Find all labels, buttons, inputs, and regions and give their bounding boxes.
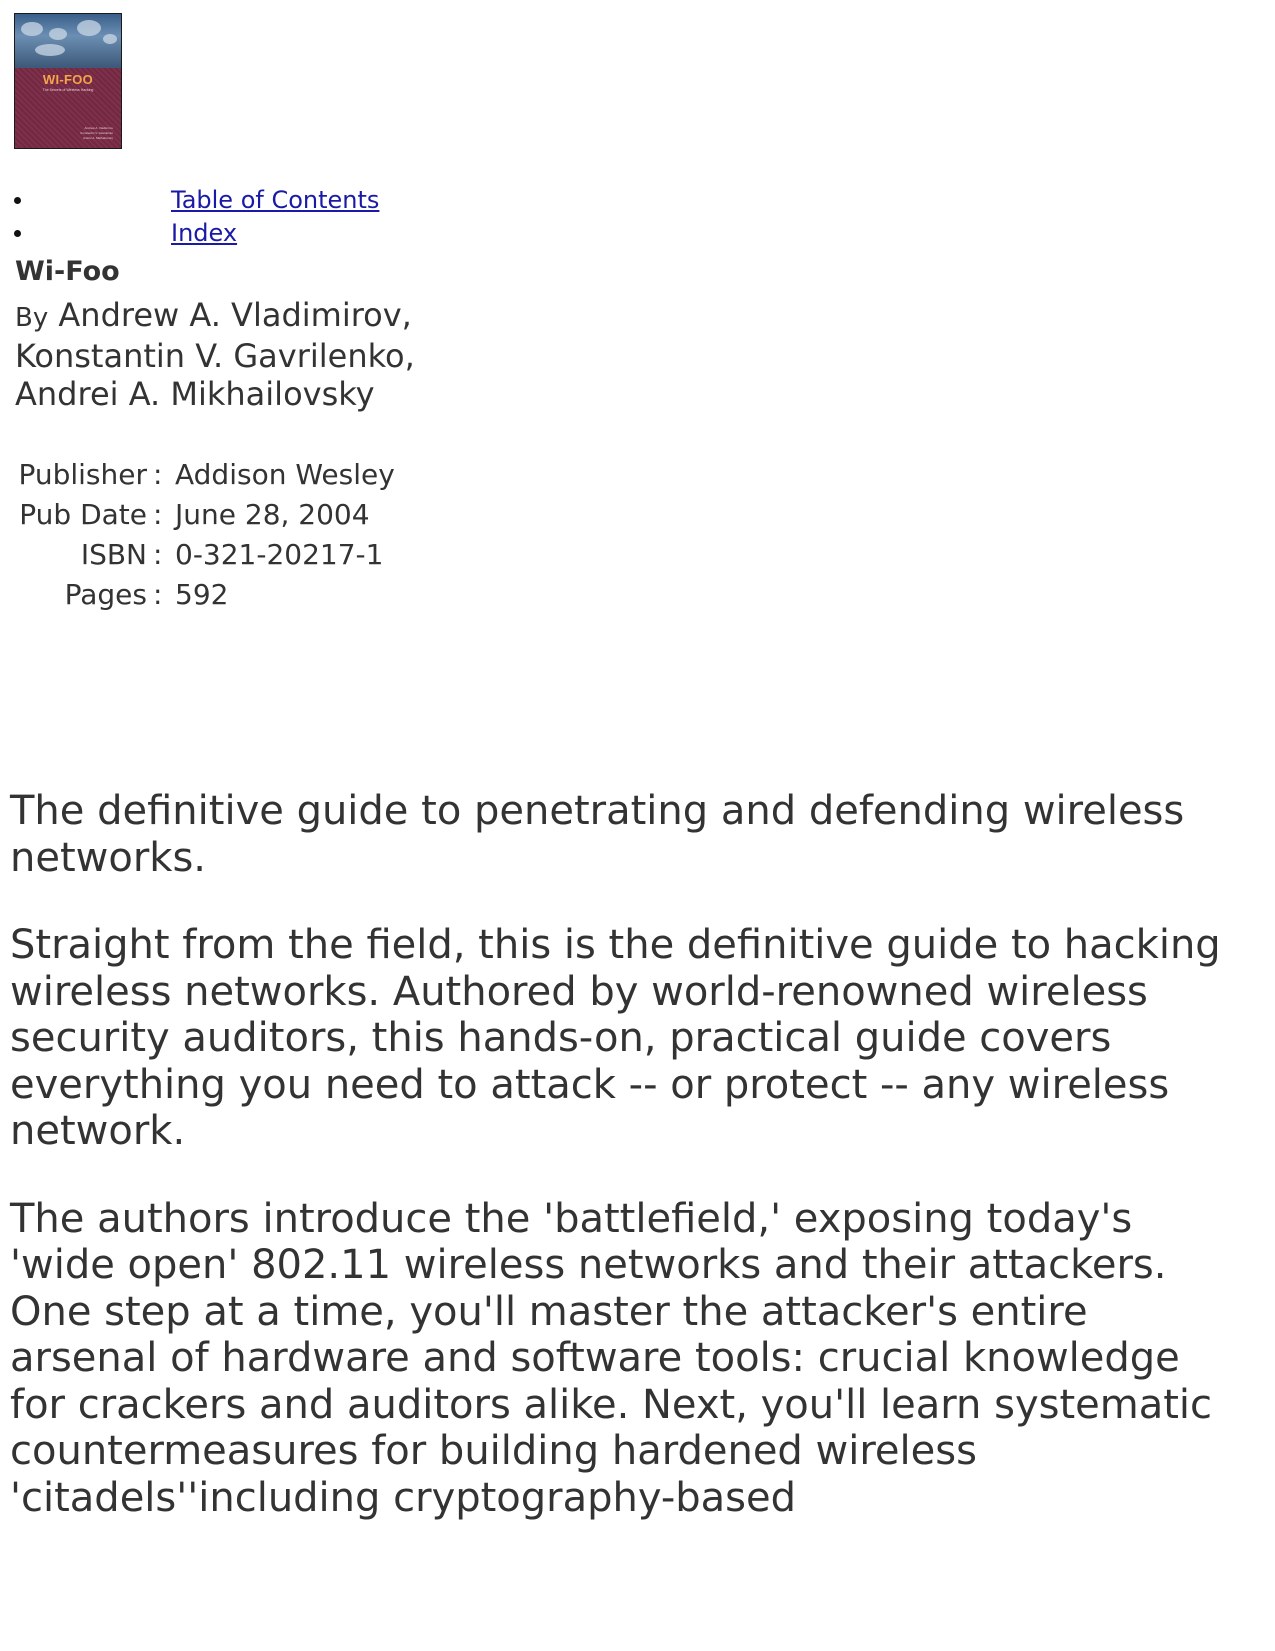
author-name: Andrei A. Mikhailovsky [15,375,375,413]
book-cover-image [14,13,122,149]
cover-author: Konstantin V. Gavrilenko [80,131,113,135]
meta-value: 592 [175,578,229,611]
book-title: Wi-Foo [15,256,120,287]
bullet-icon [14,230,21,237]
table-of-contents-link[interactable]: Table of Contents [171,186,380,214]
meta-value: June 28, 2004 [175,498,370,531]
cover-author: Andrew A. Vladimirov [84,126,113,130]
book-authors [15,296,415,413]
description-paragraph: The authors introduce the 'battlefield,' exposing today's 'wide open' 802.11 wireless networks and their attackers. One step at a time, you'll master the attacker's entire arsenal of hardware and software tools: crucial knowledge for crackers and auditors alike. Next, you'll learn systematic countermeasures for building hardened wireless 'citadels''including cryptography-based [10,1195,1213,1521]
meta-label: Pub Date [19,498,147,531]
meta-colon: : [153,458,163,491]
meta-value: 0-321-20217-1 [175,538,384,571]
meta-value: Addison Wesley [175,458,395,491]
meta-colon: : [153,498,163,531]
author-name: Andrew A. Vladimirov, [58,296,412,334]
description-paragraph: Straight from the field, this is the definitive guide to hacking wireless networks. Authored by world-renowned wireless security auditors, this hands-on, practical guide covers everything you need to attack -- or protect -- any wireless network. [10,922,1221,1154]
cover-authors [80,126,113,141]
meta-colon: : [153,578,163,611]
meta-label: Publisher [18,458,147,491]
cover-author: Andrei A. Mikhailovsky [82,136,113,140]
description-paragraph: The definitive guide to penetrating and defending wireless networks. [10,788,1185,881]
cover-subtitle: The Secrets of Wireless Hacking [42,88,94,92]
bullet-icon [14,197,21,204]
book-description [10,788,1240,1562]
cover-title: WI-FOO [42,72,94,87]
author-name: Konstantin V. Gavrilenko, [15,337,415,375]
author-line [15,296,415,337]
cover-artwork [15,14,121,68]
meta-colon: : [153,538,163,571]
meta-label: Pages [64,578,147,611]
meta-label: ISBN [80,538,147,571]
index-link[interactable]: Index [171,219,238,247]
by-label: By [15,303,49,333]
